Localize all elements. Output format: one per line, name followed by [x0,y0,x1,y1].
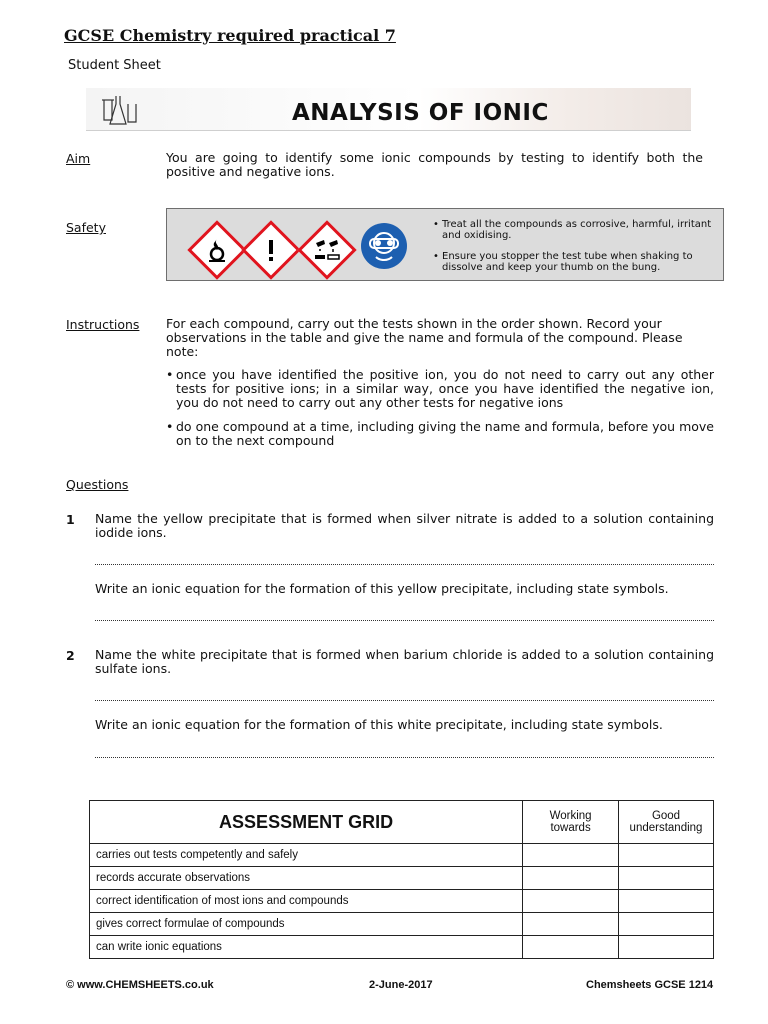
question-1-part-1: Name the yellow precipitate that is formed when silver nitrate is added to a solution containing iodide ions. [95,511,714,540]
harmful-icon [241,220,300,279]
table-row [90,890,714,913]
instructions-intro: For each compound, carry out the tests shown in the order shown. Record your observations in the table and give the name and formula of the compound. Please note: [166,316,683,359]
table-row [90,936,714,959]
checkbox-cell[interactable] [523,867,619,890]
column-good-understanding: Good understanding [619,801,714,844]
column-working-towards: Working towards [523,801,619,844]
checkbox-cell[interactable] [619,844,714,867]
checkbox-cell[interactable] [619,867,714,890]
page-title: GCSE Chemistry required practical 7 [64,26,396,45]
aim-text: You are going to identify some ionic compounds by testing to identify both the positive and negative ions. [166,150,703,179]
answer-line[interactable] [95,564,714,565]
answer-line[interactable] [95,700,714,701]
answer-line[interactable] [95,620,714,621]
page-subtitle: Student Sheet [68,58,161,73]
checkbox-cell[interactable] [523,890,619,913]
instruction-bullet-2: • do one compound at a time, including giving the name and formula, before you move on to the next compound [166,419,714,448]
safety-bullet-2: • Ensure you stopper the test tube when shaking to dissolve and keep your thumb on the bung. [433,251,693,273]
instruction-bullet-1: • once you have identified the positive ion, you do not need to carry out any other tests for positive ions; in a similar way, once you have identified the negative ion, you do not need to carry out any other tests for negative ions [166,367,714,410]
banner-title: ANALYSIS OF IONIC [292,100,549,126]
checkbox-cell[interactable] [523,844,619,867]
footer-reference: Chemsheets GCSE 1214 [586,979,714,991]
checkbox-cell[interactable] [619,913,714,936]
oxidising-icon [187,220,246,279]
footer-date: 2-June-2017 [369,979,433,991]
criterion: correct identification of most ions and compounds [90,890,523,913]
questions-label: Questions [66,477,129,492]
safety-label: Safety [66,220,106,235]
answer-line[interactable] [95,757,714,758]
assessment-grid [89,800,714,959]
question-2-part-1: Name the white precipitate that is formed when barium chloride is added to a solution containing sulfate ions. [95,647,714,676]
table-row [90,867,714,890]
assessment-grid-title: ASSESSMENT GRID [90,801,523,844]
checkbox-cell[interactable] [619,890,714,913]
instructions-label: Instructions [66,317,140,332]
checkbox-cell[interactable] [523,913,619,936]
goggles-icon [361,223,407,269]
footer-copyright: © www.CHEMSHEETS.co.uk [66,979,214,991]
question-2-part-2: Write an ionic equation for the formation of this white precipitate, including state symbols. [95,717,663,732]
criterion: gives correct formulae of compounds [90,913,523,936]
table-row [90,913,714,936]
criterion: carries out tests competently and safely [90,844,523,867]
question-number-2: 2 [66,648,75,663]
checkbox-cell[interactable] [523,936,619,959]
aim-label: Aim [66,151,91,166]
safety-box [166,208,724,281]
criterion: records accurate observations [90,867,523,890]
checkbox-cell[interactable] [619,936,714,959]
lab-glassware-icon [92,90,142,130]
table-row [90,844,714,867]
corrosive-icon [297,220,356,279]
question-1-part-2: Write an ionic equation for the formation of this yellow precipitate, including state symbols. [95,581,669,596]
safety-bullet-1: • Treat all the compounds as corrosive, harmful, irritant and oxidising. [433,219,712,241]
criterion: can write ionic equations [90,936,523,959]
question-number-1: 1 [66,512,75,527]
